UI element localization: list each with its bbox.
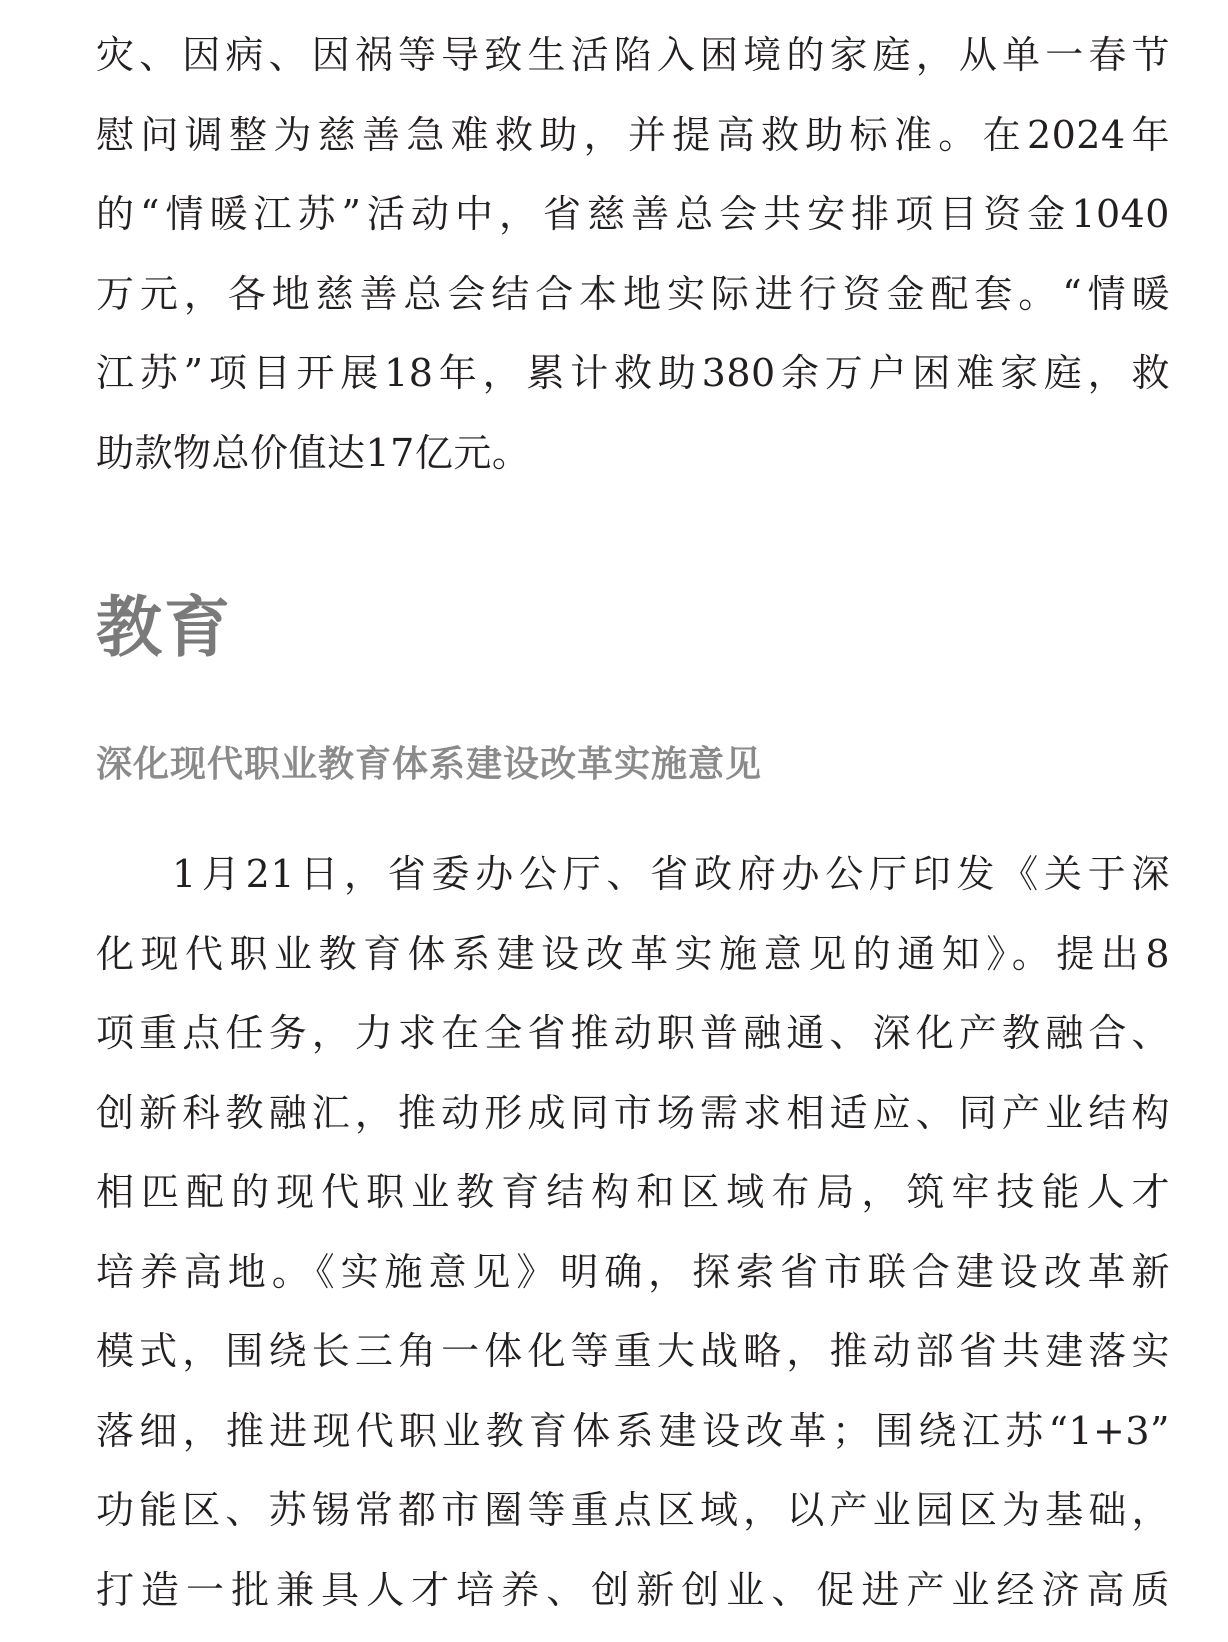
paragraph-line: 1月21日，省委办公厅、省政府办公厅印发《关于深 bbox=[172, 852, 1170, 896]
paragraph-line: 项重点任务，力求在全省推动职普融通、深化产教融合、 bbox=[96, 1011, 1170, 1055]
paragraph-line: 江苏”项目开展18年，累计救助380余万户困难家庭，救 bbox=[96, 351, 1170, 395]
paragraph-line: 培养高地。《实施意见》明确，探索省市联合建设改革新 bbox=[96, 1249, 1170, 1294]
paragraph-line: 的“情暖江苏”活动中，省慈善总会共安排项目资金1040 bbox=[96, 192, 1170, 236]
paragraph-line: 万元，各地慈善总会结合本地实际进行资金配套。“情暖 bbox=[96, 271, 1170, 316]
paragraph-line: 落细，推进现代职业教育体系建设改革；围绕江苏“1+3” bbox=[96, 1408, 1170, 1453]
paragraph-line: 化现代职业教育体系建设改革实施意见的通知》。提出8 bbox=[96, 931, 1170, 976]
paragraph-line: 打造一批兼具人才培养、创新创业、促进产业经济高质 bbox=[96, 1567, 1170, 1612]
paragraph-line: 灾、因病、因祸等导致生活陷入困境的家庭，从单一春节 bbox=[96, 33, 1170, 77]
paragraph-line: 模式，围绕长三角一体化等重大战略，推动部省共建落实 bbox=[96, 1329, 1170, 1373]
education-paragraph bbox=[96, 835, 1170, 1630]
paragraph-line: 慰问调整为慈善急难救助，并提高救助标准。在2024年 bbox=[96, 112, 1170, 157]
paragraph-line: 功能区、苏锡常都市圈等重点区域，以产业园区为基础， bbox=[96, 1488, 1170, 1532]
paragraph-line: 相匹配的现代职业教育结构和区域布局，筑牢技能人才 bbox=[96, 1170, 1170, 1214]
section-heading: 教育 bbox=[96, 589, 232, 666]
top-paragraph bbox=[96, 16, 1170, 493]
paragraph-line: 助款物总价值达17亿元。 bbox=[96, 430, 531, 475]
paragraph-line: 创新科教融汇，推动形成同市场需求相适应、同产业结构 bbox=[96, 1090, 1170, 1135]
article-subheading: 深化现代职业教育体系建设改革实施意见 bbox=[96, 743, 763, 785]
